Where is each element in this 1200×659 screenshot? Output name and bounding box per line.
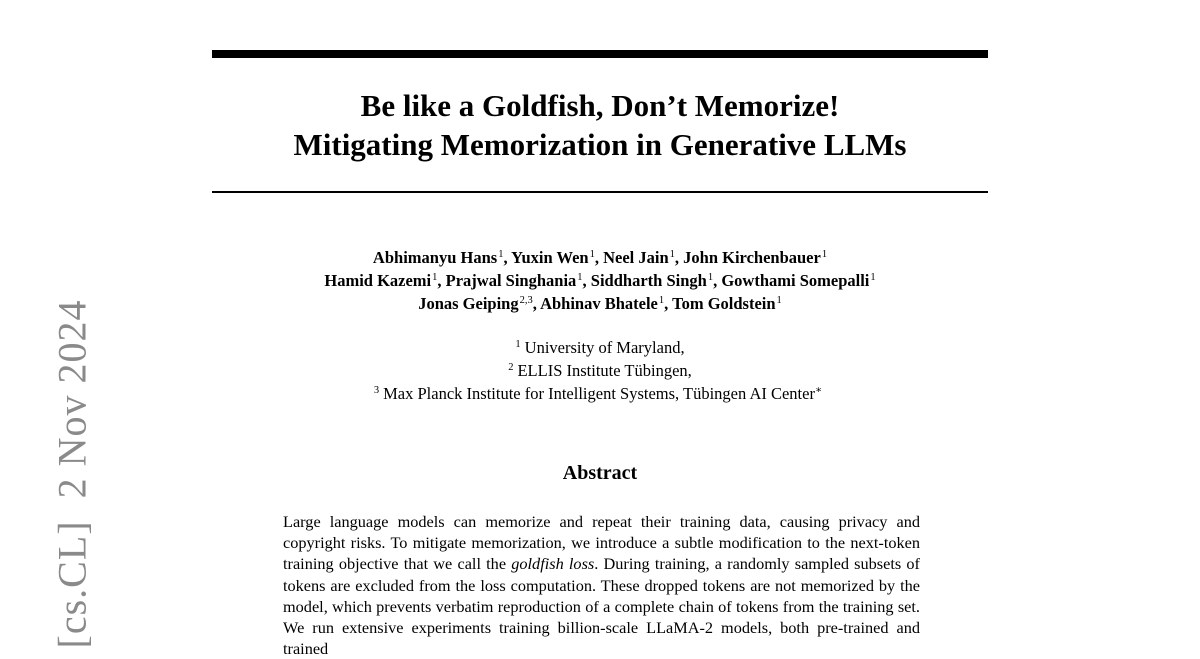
affiliation-list: [212, 336, 988, 405]
author-name: Jonas Geiping: [418, 294, 519, 313]
author-affiliation-mark: 1: [821, 249, 828, 260]
author-separator: ,: [532, 294, 541, 313]
abstract-text-part: Large language models can memorize and repeat their training data, causing privacy and copyright risks. To mitigate memorization, we introduce a subtle modification to the next-token training objective that we call the: [283, 512, 920, 574]
author-affiliation-mark: 1: [498, 249, 504, 260]
author-name: John Kirchenbauer: [683, 248, 821, 267]
arxiv-watermark: [49, 300, 96, 649]
author-line: [212, 292, 988, 315]
author-affiliation-mark: 1: [577, 272, 583, 283]
author-affiliation-mark: 1: [658, 295, 665, 306]
author-separator: ,: [503, 248, 512, 267]
affiliation-name: ELLIS Institute Tübingen,: [517, 361, 692, 380]
author-affiliation-mark: 1: [589, 249, 595, 260]
author-name: Gowthami Somepalli: [721, 271, 870, 290]
affiliation-name: University of Maryland,: [524, 338, 685, 357]
affiliation-line: [212, 336, 988, 359]
affiliation-line: [212, 359, 988, 382]
affiliation-mark: 2: [508, 362, 514, 373]
title-bottom-rule: [212, 191, 988, 193]
title-line-1: Be like a Goldfish, Don’t Memorize!: [360, 88, 840, 123]
abstract-text: [283, 511, 920, 659]
author-line: [212, 246, 988, 269]
paper-title: [212, 86, 988, 164]
author-separator: ,: [582, 271, 591, 290]
author-name: Prajwal Singhania: [445, 271, 577, 290]
author-list: [212, 246, 988, 315]
author-affiliation-mark: 1: [870, 272, 876, 283]
footnote-mark: ∗: [814, 385, 823, 396]
author-line: [212, 269, 988, 292]
author-affiliation-mark: 1: [669, 249, 675, 260]
author-affiliation-mark: 1: [432, 272, 438, 283]
abstract-emphasis: goldfish loss: [511, 554, 595, 574]
author-name: Hamid Kazemi: [324, 271, 432, 290]
author-separator: ,: [437, 271, 446, 290]
affiliation-mark: 3: [373, 385, 380, 396]
arxiv-category: [cs.CL]: [49, 520, 95, 649]
author-name: Neel Jain: [603, 248, 669, 267]
author-affiliation-mark: 1: [707, 272, 714, 283]
author-separator: ,: [594, 248, 604, 267]
author-separator: ,: [674, 248, 684, 267]
author-affiliation-mark: 1: [776, 295, 782, 306]
affiliation-line: [212, 382, 988, 405]
abstract-heading: Abstract: [562, 462, 638, 484]
affiliation-mark: 1: [515, 339, 521, 350]
affiliation-name: Max Planck Institute for Intelligent Systems, Tübingen AI Center: [383, 384, 815, 403]
arxiv-date: 2 Nov 2024: [49, 299, 95, 499]
title-top-rule: [212, 50, 988, 58]
abstract-text-part: . During training, a randomly sampled subsets of tokens are excluded from the loss computation. These dropped tokens are not memorized by the model, which prevents verbatim reproduction of a complete chain of tokens from the training set. We run extensive experiments training billion-scale LLaMA-2 models, both pre-trained and trained: [283, 554, 920, 659]
title-line-2: Mitigating Memorization in Generative LLMs: [293, 127, 907, 162]
author-name: Tom Goldstein: [672, 294, 776, 313]
author-separator: ,: [664, 294, 673, 313]
author-affiliation-mark: 2,3: [519, 295, 533, 306]
author-name: Yuxin Wen: [511, 248, 589, 267]
author-name: Abhimanyu Hans: [372, 248, 498, 267]
author-name: Abhinav Bhatele: [540, 294, 658, 313]
author-separator: ,: [713, 271, 722, 290]
author-name: Siddharth Singh: [590, 271, 707, 290]
